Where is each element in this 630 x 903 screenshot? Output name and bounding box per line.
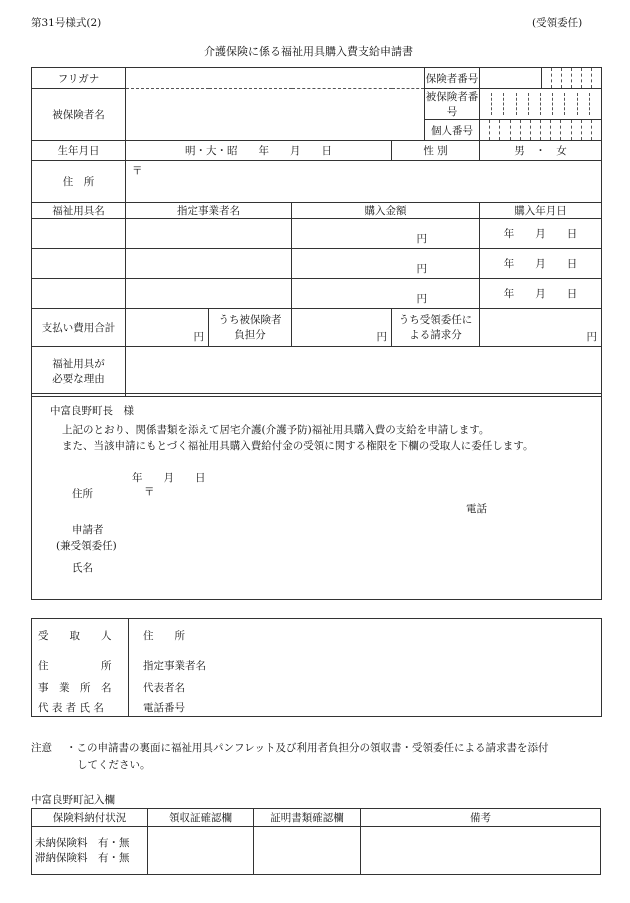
- applicant-address-label: 住所: [72, 488, 93, 500]
- col-receipt: 領収証確認欄: [148, 809, 254, 827]
- recipient-box: [31, 618, 602, 717]
- amount-3[interactable]: [292, 279, 480, 309]
- insured-name-label: 被保険者名: [32, 89, 126, 141]
- birth-value[interactable]: 明・大・昭 年 月 日: [126, 141, 392, 161]
- delinquent-premium: 滞納保険料 有・無: [35, 851, 130, 864]
- yen-label: 円: [416, 293, 427, 305]
- note-line-2: してください。: [77, 759, 151, 771]
- personal-number-label: 個人番号: [425, 120, 480, 141]
- furigana-input[interactable]: [126, 68, 425, 89]
- addressee: 中富良野町長 様: [50, 405, 134, 417]
- recipient-office-label: 事 業 所 名: [38, 682, 112, 694]
- insured-burden-amount[interactable]: [292, 309, 392, 347]
- unpaid-premium: 未納保険料 有・無: [35, 836, 130, 849]
- main-table: [31, 67, 602, 397]
- yen-label: 円: [416, 263, 427, 275]
- premium-status[interactable]: [32, 827, 148, 875]
- gender-value[interactable]: 男 ・ 女: [480, 141, 602, 161]
- delegation-label: (受領委任): [532, 17, 583, 29]
- total-label: 支払い費用合計: [32, 309, 126, 347]
- amount-1[interactable]: [292, 219, 480, 249]
- insured-name-input[interactable]: [126, 89, 425, 141]
- yen-label: 円: [376, 331, 387, 343]
- postal-mark: 〒: [144, 486, 155, 498]
- recipient-address-label: 住 所: [38, 660, 112, 672]
- town-section-heading: 中富良野町記入欄: [31, 794, 115, 806]
- phone-label: 電話: [466, 503, 487, 515]
- recipient-address-field[interactable]: 住 所: [143, 630, 185, 642]
- town-table: [31, 808, 601, 875]
- yen-label: 円: [586, 331, 597, 343]
- gender-label: 性 別: [392, 141, 480, 161]
- receipt-check[interactable]: [148, 827, 254, 875]
- applicant-label: 申請者: [72, 524, 104, 536]
- form-number: 第31号様式(2): [31, 17, 102, 29]
- col-remarks: 備考: [361, 809, 601, 827]
- application-line-1: 上記のとおり、関係書類を添えて居宅介護(介護予防)福祉用具購入費の支給を申請します。: [62, 424, 490, 436]
- application-box: [31, 393, 602, 600]
- reason-input[interactable]: [126, 347, 602, 397]
- insured-number-label: 被保険者番号: [425, 89, 480, 120]
- furigana-label: フリガナ: [32, 68, 126, 89]
- address-label: 住 所: [32, 161, 126, 203]
- col-amount: 購入金額: [292, 203, 480, 219]
- yen-label: 円: [193, 331, 204, 343]
- col-cert: 証明書類確認欄: [254, 809, 361, 827]
- note-prefix: 注意: [31, 742, 52, 754]
- applicant-note: (兼受領委任): [56, 540, 117, 552]
- purchase-date-3[interactable]: 年 月 日: [480, 279, 602, 309]
- purchase-date-1[interactable]: 年 月 日: [480, 219, 602, 249]
- address-input[interactable]: [126, 161, 602, 203]
- recipient-rep-label: 代 表 者 氏 名: [38, 702, 104, 714]
- insurer-number-field[interactable]: [480, 68, 602, 89]
- application-date[interactable]: 年 月 日: [132, 472, 206, 484]
- delegated-claim-label: うち受領委任に よる請求分: [392, 309, 480, 347]
- note-line-1: ・この申請書の裏面に福祉用具パンフレット及び利用者負担分の領収書・受領委任による請求書を添付: [66, 742, 549, 754]
- remarks-input[interactable]: [361, 827, 601, 875]
- postal-mark: 〒: [132, 165, 143, 177]
- personal-number-field[interactable]: [480, 120, 602, 141]
- recipient-title-label: 受 取 人: [38, 630, 112, 642]
- delegated-claim-amount[interactable]: [480, 309, 602, 347]
- recipient-rep-field[interactable]: 代表者名: [143, 682, 185, 694]
- item-name-2[interactable]: [32, 249, 126, 279]
- birth-label: 生年月日: [32, 141, 126, 161]
- applicant-name-label: 氏名: [72, 562, 93, 574]
- col-date: 購入年月日: [480, 203, 602, 219]
- vendor-name-2[interactable]: [126, 249, 292, 279]
- application-line-2: また、当該申請にもとづく福祉用具購入費給付金の受領に関する権限を下欄の受取人に委任します。: [62, 440, 534, 452]
- vendor-name-1[interactable]: [126, 219, 292, 249]
- insured-burden-label: うち被保険者 負担分: [209, 309, 292, 347]
- col-premium: 保険料納付状況: [32, 809, 148, 827]
- recipient-vendor-field[interactable]: 指定事業者名: [143, 660, 206, 672]
- item-name-3[interactable]: [32, 279, 126, 309]
- cert-check[interactable]: [254, 827, 361, 875]
- amount-2[interactable]: [292, 249, 480, 279]
- vendor-name-3[interactable]: [126, 279, 292, 309]
- col-vendor: 指定事業者名: [126, 203, 292, 219]
- total-amount[interactable]: [126, 309, 209, 347]
- reason-label: 福祉用具が 必要な理由: [32, 347, 126, 397]
- col-item: 福祉用具名: [32, 203, 126, 219]
- purchase-date-2[interactable]: 年 月 日: [480, 249, 602, 279]
- form-title: 介護保険に係る福祉用具購入費支給申請書: [204, 45, 413, 58]
- insurer-number-label: 保険者番号: [425, 68, 480, 89]
- insured-number-field[interactable]: [480, 89, 602, 120]
- recipient-phone-field[interactable]: 電話番号: [143, 702, 185, 714]
- yen-label: 円: [416, 233, 427, 245]
- item-name-1[interactable]: [32, 219, 126, 249]
